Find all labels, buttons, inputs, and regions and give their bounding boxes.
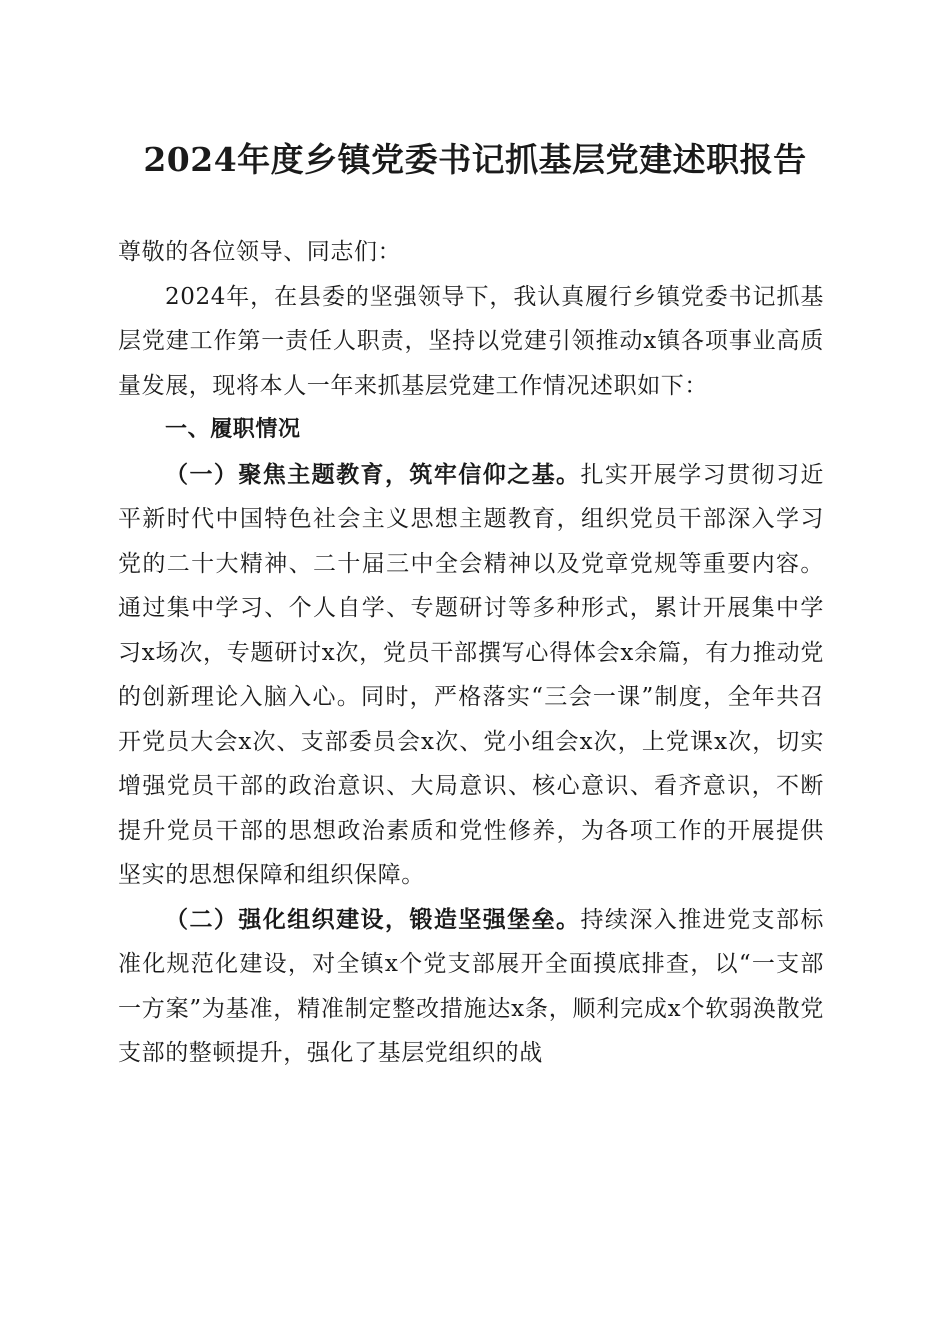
item-2-text: 持续深入推进党支部标准化规范化建设，对全镇x个党支部展开全面摸底排查，以“一支部一方案”为基准，精准制定整改措施达x条，顺利完成x个软弱涣散党支部的整顿提升，强化了基层党组织的战 [118, 906, 824, 1066]
item-1-text: 扎实开展学习贯彻习近平新时代中国特色社会主义思想主题教育，组织党员干部深入学习党的二十大精神、二十届三中全会精神以及党章党规等重要内容。通过集中学习、个人自学、专题研讨等多种形式，累计开展集中学习x场次，专题研讨x次，党员干部撰写心得体会x余篇，有力推动党的创新理论入脑入心。同时，严格落实“三会一课”制度，全年共召开党员大会x次、支部委员会x次、党小组会x次，上党课x次，切实增强党员干部的政治意识、大局意识、核心意识、看齐意识，不断提升党员干部的思想政治素质和党性修养，为各项工作的开展提供坚实的思想保障和组织保障。 [118, 461, 824, 888]
section-heading: 一、履职情况 [165, 417, 301, 442]
document-body [118, 230, 824, 1076]
intro-paragraph: 2024年，在县委的坚强领导下，我认真履行乡镇党委书记抓基层党建工作第一责任人职责，坚持以党建引领推动x镇各项事业高质量发展，现将本人一年来抓基层党建工作情况述职如下： [118, 283, 824, 399]
paragraph-item-1 [118, 453, 824, 898]
salutation: 尊敬的各位领导、同志们： [118, 239, 402, 265]
item-2-lead: （二）强化组织建设，锻造坚强堡垒。 [165, 905, 581, 933]
document-title: 2024年度乡镇党委书记抓基层党建述职报告 [143, 140, 807, 179]
paragraph-item-2 [118, 898, 824, 1076]
item-1-lead: （一）聚焦主题教育，筑牢信仰之基。 [165, 460, 581, 488]
